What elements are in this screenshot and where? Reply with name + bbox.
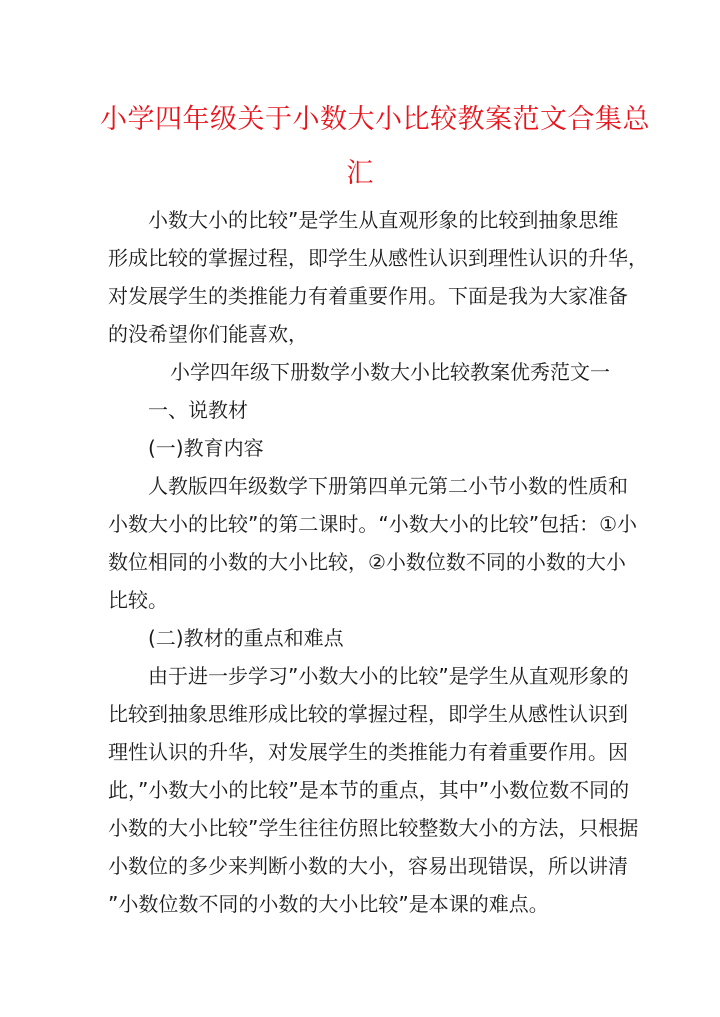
document-title-line-2: 汇: [346, 158, 374, 189]
content2-line-3: 理性认识的升华，对发展学生的类推能力有着重要作用。因: [108, 740, 628, 764]
document-title-line-1: 小学四年级关于小数大小比较教案范文合集总: [100, 104, 650, 135]
subsection-heading-2: (二)教材的重点和难点: [148, 626, 344, 650]
content1-line-3: 数位相同的小数的大小比较，②小数位数不同的小数的大小: [108, 550, 626, 574]
content2-line-4: 此，”小数大小的比较”是本节的重点，其中”小数位数不同的: [108, 778, 630, 802]
intro-line-1: 小数大小的比较”是学生从直观形象的比较到抽象思维: [148, 208, 619, 232]
content2-line-5: 小数的大小比较”学生往往仿照比较整数大小的方法，只根据: [108, 816, 639, 840]
content1-line-4: 比较。: [108, 588, 168, 612]
content1-line-2: 小数大小的比较”的第二课时。“小数大小的比较”包括：①小: [108, 512, 638, 536]
intro-line-3: 对发展学生的类推能力有着重要作用。下面是我为大家准备: [108, 284, 628, 308]
content1-line-1: 人教版四年级数学下册第四单元第二小节小数的性质和: [148, 474, 628, 498]
content2-line-7: ”小数位数不同的小数的大小比较”是本课的难点。: [108, 892, 549, 916]
content2-line-1: 由于进一步学习”小数大小的比较”是学生从直观形象的: [148, 664, 629, 688]
subsection-heading-1: (一)教育内容: [148, 436, 264, 460]
content2-line-6: 小数位的多少来判断小数的大小，容易出现错误，所以讲清: [108, 854, 628, 878]
intro-line-4: 的没希望你们能喜欢，: [108, 322, 308, 346]
intro-line-2: 形成比较的掌握过程，即学生从感性认识到理性认识的升华，: [108, 246, 648, 270]
content2-line-2: 比较到抽象思维形成比较的掌握过程，即学生从感性认识到: [108, 702, 628, 726]
lesson-subtitle: 小学四年级下册数学小数大小比较教案优秀范文一: [170, 360, 610, 384]
section-heading-1: 一、说教材: [148, 398, 248, 422]
